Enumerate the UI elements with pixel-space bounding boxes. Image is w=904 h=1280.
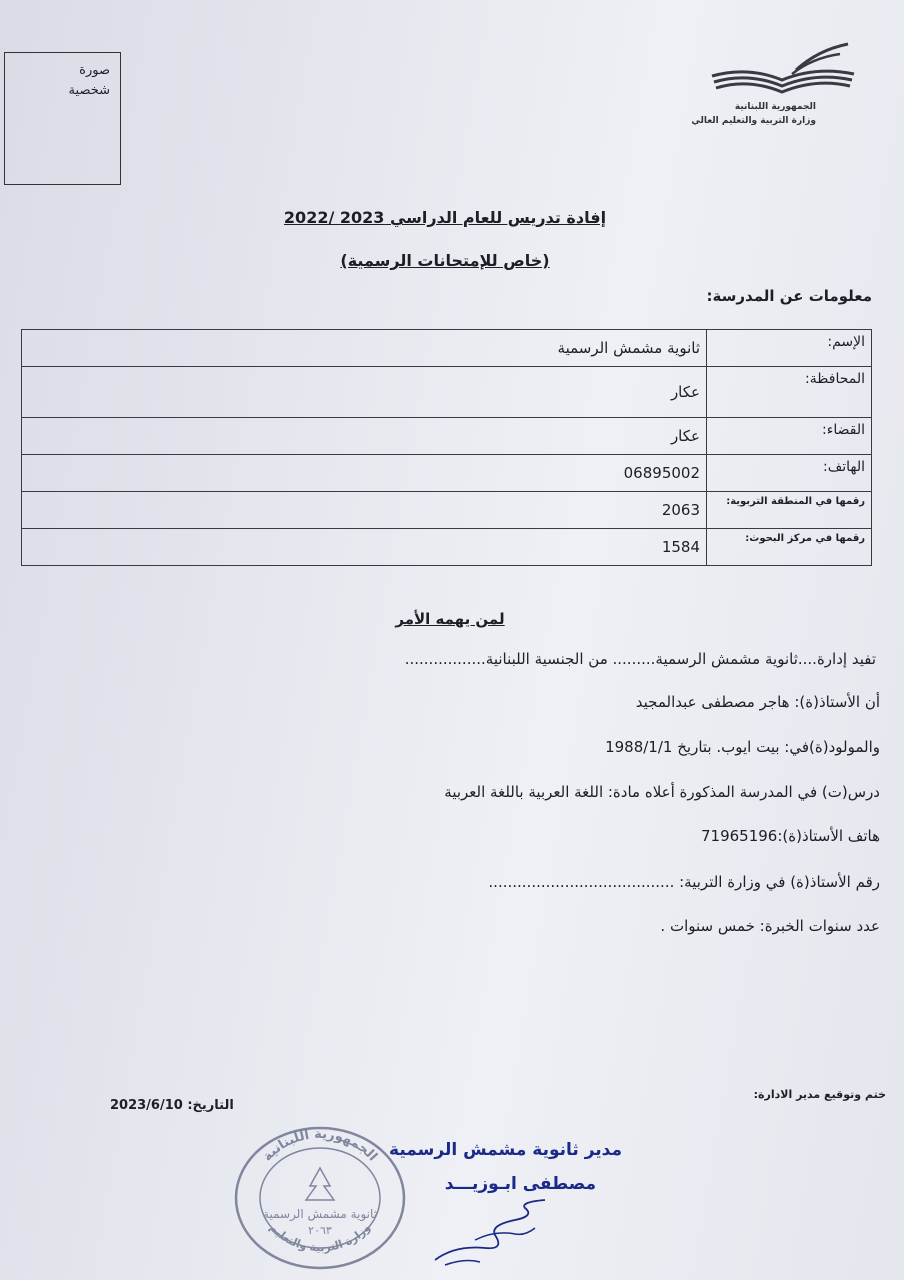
row-value: عكار xyxy=(22,418,707,455)
row-value: 1584 xyxy=(22,529,707,566)
row-label: القضاء: xyxy=(707,418,872,455)
photo-label xyxy=(69,61,110,101)
photo-label-line2: شخصية xyxy=(68,83,110,98)
school-info-table xyxy=(21,329,872,566)
body-line-teacher-name: أن الأستاذ(ة): هاجر مصطفى عبدالمجيد xyxy=(635,693,880,711)
body-line-ministry-number: رقم الأستاذ(ة) في وزارة التربية: ....................................... xyxy=(488,873,880,891)
photo-label-line1: صورة xyxy=(79,63,110,78)
table-row xyxy=(22,455,872,492)
row-label: الإسم: xyxy=(707,330,872,367)
row-value: عكار xyxy=(22,367,707,418)
body-line-subject: درس(ت) في المدرسة المذكورة أعلاه مادة: اللغة العربية باللغة العربية xyxy=(444,783,880,801)
body-line-birth: والمولود(ة)في: بيت ايوب. بتاريخ 1988/1/1 xyxy=(605,738,880,756)
row-value: 06895002 xyxy=(22,455,707,492)
logo-line1: الجمهورية اللبنانية xyxy=(734,102,816,112)
logo-line2: وزارة التربية والتعليم العالي xyxy=(691,116,816,126)
signature-name: مصطفى ابـوزيـــد xyxy=(444,1174,596,1194)
signature-title: مدير ثانوية مشمش الرسمية xyxy=(389,1140,622,1160)
body-line-experience: عدد سنوات الخبرة: خمس سنوات . xyxy=(660,917,880,935)
row-value: ثانوية مشمش الرسمية xyxy=(22,330,707,367)
ministry-logo xyxy=(691,40,858,140)
row-label: رقمها في المنطقة التربوية: xyxy=(707,492,872,529)
body-line-administration: تفيد إدارة....ثانوية مشمش الرسمية......... من الجنسية اللبنانية................. xyxy=(404,650,876,668)
document-title: إفادة تدريس للعام الدراسي 2023 /2022 xyxy=(283,208,607,227)
table-row xyxy=(22,492,872,529)
document-subtitle: (خاص للإمتحانات الرسمية) xyxy=(340,251,550,270)
book-icon xyxy=(708,40,858,100)
date-value: 2023/6/10 xyxy=(110,1098,183,1113)
table-row xyxy=(22,529,872,566)
official-seal-stamp xyxy=(230,1120,410,1270)
row-label: الهاتف: xyxy=(707,455,872,492)
table-row xyxy=(22,367,872,418)
date-row xyxy=(110,1098,234,1113)
seal-middle-text: ثانوية مشمش الرسمية xyxy=(263,1207,377,1221)
stamp-signature-label: ختم وتوقيع مدير الادارة: xyxy=(753,1088,886,1101)
date-label: التاريخ: xyxy=(187,1098,234,1113)
row-label: رقمها في مركز البحوث: xyxy=(707,529,872,566)
cedar-icon xyxy=(306,1168,334,1200)
svg-text:الجمهورية اللبنانية xyxy=(260,1127,380,1164)
seal-number: ٢٠٦٣ xyxy=(308,1224,332,1237)
row-value: 2063 xyxy=(22,492,707,529)
table-row xyxy=(22,330,872,367)
handwritten-signature xyxy=(425,1190,575,1270)
table-row xyxy=(22,418,872,455)
personal-photo-box xyxy=(4,52,121,185)
row-label: المحافظة: xyxy=(707,367,872,418)
school-info-heading: معلومات عن المدرسة: xyxy=(706,287,872,305)
seal-top-text: الجمهورية اللبنانية xyxy=(260,1126,380,1165)
seal-bottom-text: وزارة التربية والتعليم xyxy=(266,1221,374,1255)
body-line-phone: هاتف الأستاذ(ة):71965196 xyxy=(701,827,880,845)
concern-title: لمن يهمه الأمر xyxy=(395,610,505,628)
